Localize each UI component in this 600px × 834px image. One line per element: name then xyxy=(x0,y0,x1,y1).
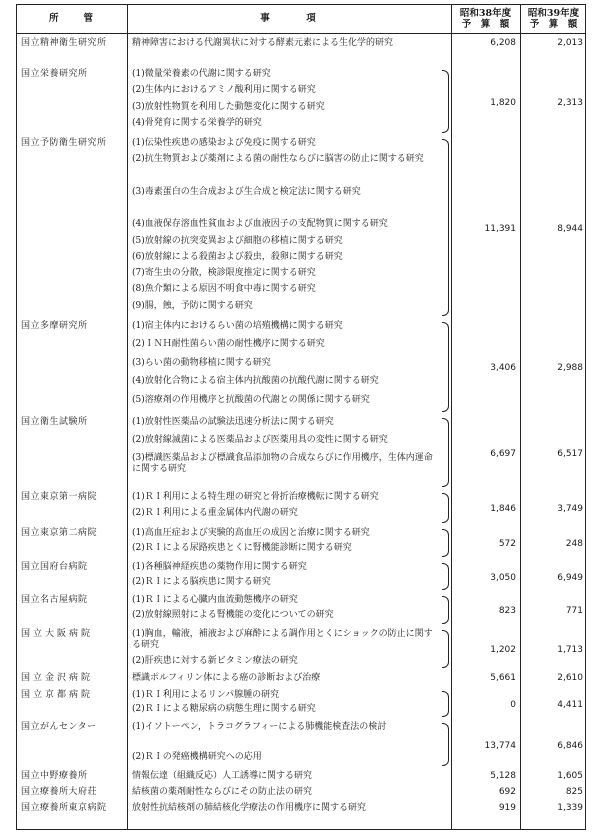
research-item: (2)放射線滅菌による医薬品および医薬用具の変性に関する研究 xyxy=(132,434,388,445)
budget-38-value: 1,846 xyxy=(490,504,516,514)
group-brace xyxy=(442,723,449,766)
research-item: (2)ＩＮＨ耐性菌らい菌の耐性機序に関する研究 xyxy=(132,339,325,350)
research-item: (9)腸，蝕，予防に関する研究 xyxy=(132,300,253,311)
header-budget-38-year: 昭和38年度 xyxy=(459,8,512,19)
research-item: (2)ＲＩによる糖尿病の病態生理に関する研究 xyxy=(132,704,316,714)
budget-38-value: 5,661 xyxy=(490,673,516,683)
research-item: (2)ＲＩ利用による重金属体内代謝の研究 xyxy=(132,508,298,518)
budget-39-value: 2,313 xyxy=(557,97,583,108)
budget-38-value: 3,406 xyxy=(490,363,516,373)
research-item: (3)毒素蛋白の生合成および生合成と検定法に関する研究 xyxy=(132,186,361,197)
research-item: (2)ＲＩによる脳疾患に関する研究 xyxy=(132,576,271,587)
group-brace xyxy=(442,493,449,523)
institution-name: 国立大阪病院 xyxy=(21,629,94,639)
research-item: (6)放射線による殺菌および殺虫，殺卵に関する研究 xyxy=(132,251,343,262)
research-item: 放射性抗結核剤の肺結核化学療法の作用機序に関する研究 xyxy=(132,803,367,813)
budget-38-value: 6,697 xyxy=(490,448,516,459)
budget-39-value: 1,339 xyxy=(557,803,583,813)
budget-39-value: 771 xyxy=(565,606,583,616)
column-divider xyxy=(451,5,452,829)
institution-name: 国立精神衛生研究所 xyxy=(21,38,107,48)
research-item: (2)ＲＩによる尿路疾患とくに腎機能診断に関する研究 xyxy=(132,543,352,553)
research-item: 情報伝達（組織反応）人工誘導に関する研究 xyxy=(132,771,313,781)
research-item: 標識ポルフィリン体による癌の診断および治療 xyxy=(132,673,321,683)
research-item: (1)宿主体内におけるらい菌の培殖機構に関する研究 xyxy=(132,321,343,331)
header-budget-39-label: 予 算 額 xyxy=(529,19,578,30)
research-item: (4)骨発育に関する栄養学的研究 xyxy=(132,117,262,128)
budget-38-value: 919 xyxy=(498,803,516,813)
research-item: (3)らい菌の動物移植に関する研究 xyxy=(132,357,271,368)
header-divider xyxy=(17,33,585,34)
budget-39-value: 8,944 xyxy=(557,223,583,234)
column-divider xyxy=(127,5,128,829)
research-item: (1)ＲＩによる心臓内血流動態機序の研究 xyxy=(132,595,298,605)
budget-38-value: 11,391 xyxy=(484,223,516,234)
institution-name: 国立東京第一病院 xyxy=(21,492,98,502)
budget-39-value: 3,749 xyxy=(557,504,583,514)
budget-39-value: 825 xyxy=(565,787,583,797)
research-item: (4)血液保存溶血性貧血および血液因子の支配物質に関する研究 xyxy=(132,219,388,230)
research-item: (1)放射性医薬品の試験法迅速分析法に関する研究 xyxy=(132,417,334,427)
research-item: (2)肝疾患に対する新ビタミン療法の研究 xyxy=(132,655,298,666)
budget-39-value: 248 xyxy=(565,539,583,549)
budget-38-value: 692 xyxy=(498,787,516,797)
research-item: (5)溶療剤の作用機序と抗酸菌の代謝との関係に関する研究 xyxy=(132,394,370,405)
research-item: (1)各種脳神経疾患の薬物作用に関する研究 xyxy=(132,562,307,572)
budget-38-value: 1,820 xyxy=(490,97,516,108)
budget-38-value: 1,202 xyxy=(490,645,516,655)
group-brace xyxy=(442,70,449,133)
institution-name: 国立予防衛生研究所 xyxy=(21,138,107,148)
institution-name: 国立栄養研究所 xyxy=(21,69,88,79)
column-divider xyxy=(520,5,521,829)
research-item: (2)抗生物質および薬剤による菌の耐性ならびに脳害の防止に関する研究 xyxy=(132,154,424,165)
budget-38-value: 823 xyxy=(498,606,516,616)
budget-38-value: 5,128 xyxy=(490,771,516,781)
institution-name: 国立京都病院 xyxy=(21,690,94,700)
budget-38-value: 572 xyxy=(498,539,516,549)
budget-39-value: 6,949 xyxy=(557,572,583,583)
budget-38-value: 6,208 xyxy=(490,38,516,48)
budget-38-value: 3,050 xyxy=(490,572,516,583)
budget-table xyxy=(16,4,586,830)
research-item: (1)ＲＩ利用による特生理の研究と骨折治療機転に関する研究 xyxy=(132,492,379,502)
group-brace xyxy=(442,139,449,316)
header-budget-39-year: 昭和39年度 xyxy=(527,8,580,19)
budget-39-value: 1,605 xyxy=(557,771,583,781)
budget-38-value: 13,774 xyxy=(484,740,516,751)
research-item: 精神障害における代謝異状に対する酵素元素による生化学的研究 xyxy=(132,38,394,48)
research-item: (5)放射線の抗突変異および細胞の移植に関する研究 xyxy=(132,235,343,246)
group-brace xyxy=(442,563,449,590)
institution-name: 国立東京第二病院 xyxy=(21,528,98,538)
research-item: (1)ＲＩ利用によるリンパ腺腫の研究 xyxy=(132,690,280,700)
group-brace xyxy=(442,630,449,668)
header-item: 事 項 xyxy=(260,13,318,24)
research-item: (4)放射化合物による宿主体内抗酸菌の抗酸代謝に関する研究 xyxy=(132,376,379,387)
institution-name: 国立療養所大府荘 xyxy=(21,787,98,797)
budget-39-value: 1,713 xyxy=(557,645,583,655)
research-item: (3)放射性物質を利用した動態変化に関する研究 xyxy=(132,101,325,112)
research-item: (8)魚介類による原因不明食中毒に関する研究 xyxy=(132,284,316,295)
institution-name: 国立名古屋病院 xyxy=(21,595,88,605)
research-item: (3)標識医薬品および標識食品添加物の合成ならびに作用機序，生体内運命に関する研究 xyxy=(132,452,433,474)
budget-39-value: 6,846 xyxy=(557,740,583,751)
research-item: (2)ＲＩの発癌機構研究への応用 xyxy=(132,752,262,762)
institution-name: 国立中野療養所 xyxy=(21,771,88,781)
budget-38-value: 0 xyxy=(510,700,516,710)
institution-name: 国立多摩研究所 xyxy=(21,321,88,331)
institution-name: 国立がんセンター xyxy=(21,722,97,732)
institution-name: 国立国府台病院 xyxy=(21,562,88,572)
budget-39-value: 4,411 xyxy=(557,700,583,710)
research-item: (1)微量栄養素の代謝に関する研究 xyxy=(132,69,271,79)
research-item: (7)寄生虫の分散，検診限度推定に関する研究 xyxy=(132,268,316,279)
research-item: (1)伝染性疾患の感染および免疫に関する研究 xyxy=(132,138,316,148)
group-brace xyxy=(442,322,449,412)
research-item: (1)高血圧症および実験的高血圧の成因と治療に関する研究 xyxy=(132,528,370,538)
group-brace xyxy=(442,529,449,557)
header-institution: 所 管 xyxy=(48,13,95,24)
budget-39-value: 2,610 xyxy=(557,673,583,683)
group-brace xyxy=(442,418,449,487)
group-brace xyxy=(442,691,449,717)
research-item: (2)生体内におけるアミノ酸利用に関する研究 xyxy=(132,85,316,96)
research-item: (1)イソトーペン，トラコグラフィーによる肺機能検査法の検討 xyxy=(132,722,387,732)
institution-name: 国立金沢病院 xyxy=(21,673,94,683)
budget-39-value: 2,988 xyxy=(557,363,583,373)
research-item: (2)放射線照射による腎機能の変化についての研究 xyxy=(132,610,334,620)
institution-name: 国立衛生試験所 xyxy=(21,417,88,427)
research-item: (1)胸血，輸液，補液および麻酔による調作用とくにショックの防止に関する研究 xyxy=(132,629,433,650)
institution-name: 国立療養所東京病院 xyxy=(21,803,107,813)
header-budget-38-label: 予 算 額 xyxy=(461,19,510,30)
budget-39-value: 2,013 xyxy=(557,38,583,48)
group-brace xyxy=(442,596,449,624)
budget-39-value: 6,517 xyxy=(557,448,583,459)
research-item: 結核菌の薬剤耐性ならびにその防止法の研究 xyxy=(132,787,313,797)
